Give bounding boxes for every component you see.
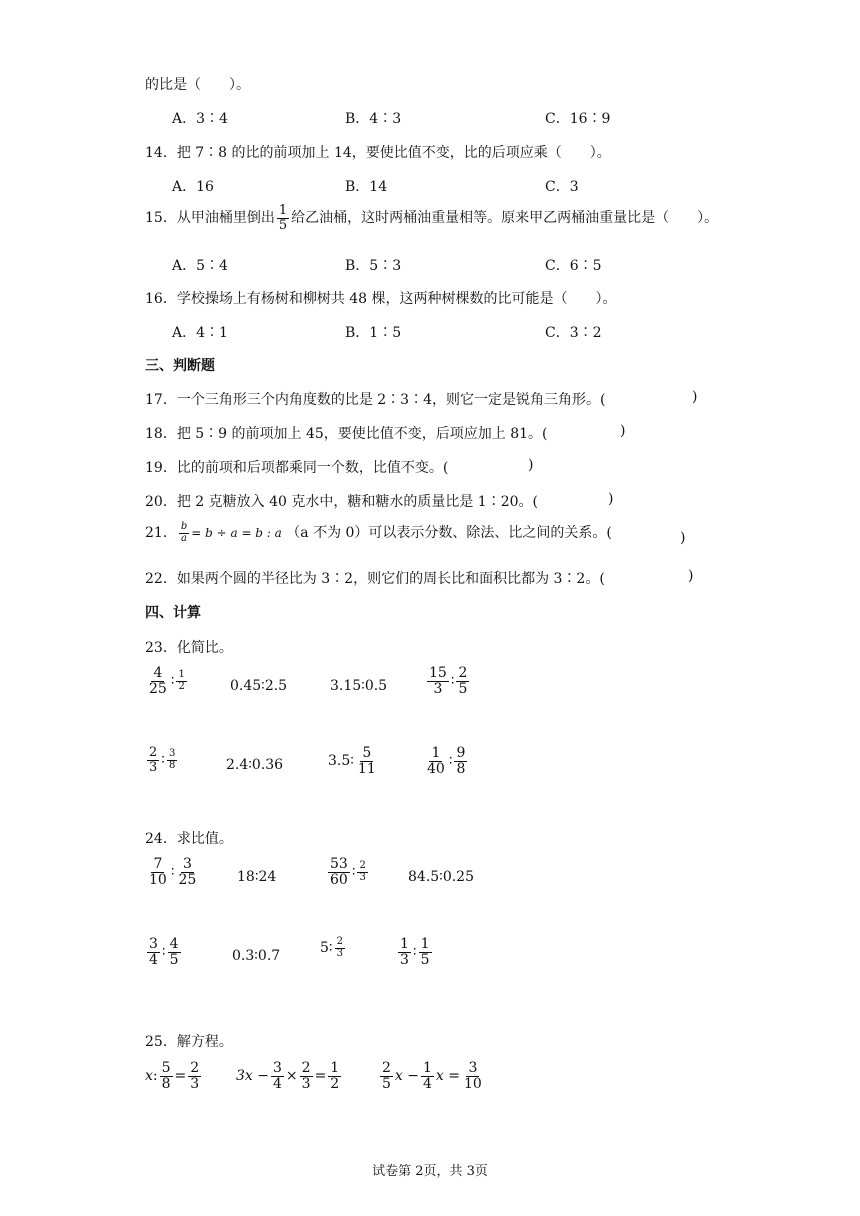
q24-item-2: 18∶24 xyxy=(237,869,277,885)
q19-text: 19．比的前项和后项都乘同一个数，比值不变。( xyxy=(145,460,449,476)
q25-equation-2: 3x − $\frac{3}{4}$ × $\frac{2}{3}$ = $\frac{1}{2}$ xyxy=(236,1060,340,1092)
q20-text: 20．把 2 克糖放入 40 克水中，糖和糖水的质量比是 1∶20。( xyxy=(145,494,538,510)
q24-item-1: $\frac{7}{10}$ ∶ $\frac{3}{25}$ xyxy=(149,856,197,888)
q17-close: ) xyxy=(692,389,698,405)
q16-text: 16．学校操场上有杨树和柳树共 48 棵，这两种树棵数的比可能是（ ）。 xyxy=(145,291,617,307)
q23-item-5: $\frac{2}{3}$ ∶ $\frac{3}{8}$ xyxy=(149,745,176,775)
q17-text: 17．一个三角形三个内角度数的比是 2∶3∶4，则它一定是锐角三角形。( xyxy=(145,392,606,408)
q16-option-b: B．1∶5 xyxy=(345,325,402,341)
page-footer: 试卷第 2页，共 3页 xyxy=(372,1164,488,1179)
q24-title: 24．求比值。 xyxy=(145,831,233,847)
q16-option-c: C．3∶2 xyxy=(545,325,602,341)
q15-fraction: $\frac{1}{5}$ xyxy=(278,203,288,233)
q15-option-c: C．6∶5 xyxy=(545,258,602,274)
q19-close: ) xyxy=(528,457,534,473)
q21-number: 21． xyxy=(145,525,177,541)
q18-close: ) xyxy=(620,423,626,439)
q23-item-6: 2.4∶0.36 xyxy=(226,757,284,773)
q23-item-3: 3.15∶0.5 xyxy=(330,678,388,694)
q21-body: （a 不为 0）可以表示分数、除法、比之间的关系。( xyxy=(286,525,612,541)
section-judge-heading: 三、判断题 xyxy=(145,358,215,374)
q24-item-3: $\frac{53}{60}$ ∶ $\frac{2}{3}$ xyxy=(330,856,366,888)
q25-title: 25．解方程。 xyxy=(145,1034,233,1050)
q24-item-8: $\frac{1}{3}$ ∶ $\frac{1}{5}$ xyxy=(400,936,430,968)
q24-item-5: $\frac{3}{4}$ ∶ $\frac{4}{5}$ xyxy=(149,936,179,968)
q21-fraction: $\frac{b}{a}$ xyxy=(180,521,188,544)
q23-item-2: 0.45∶2.5 xyxy=(230,678,288,694)
q23-item-7: 3.5∶ $\frac{5}{11}$ xyxy=(328,745,376,777)
q22-text: 22．如果两个圆的半径比为 3∶2，则它们的周长比和面积比都为 3∶2。( xyxy=(145,571,605,587)
q21-close: ) xyxy=(680,530,686,546)
q13-option-c: C．16∶9 xyxy=(545,111,611,127)
q13-tail: 的比是（ ）。 xyxy=(145,77,250,93)
q23-item-4: $\frac{15}{3}$ ∶ $\frac{2}{5}$ xyxy=(429,665,468,697)
q23-item-1: $\frac{4}{25}$ ∶ $\frac{1}{2}$ xyxy=(149,665,185,697)
q25-equation-1: x: $\frac{5}{8}$ = $\frac{2}{3}$ xyxy=(145,1060,200,1092)
q15-text xyxy=(145,204,718,232)
q14-option-b: B．14 xyxy=(345,179,388,195)
q21-expression: = b ÷ a = b : a xyxy=(191,526,282,540)
q13-option-b: B．4∶3 xyxy=(345,111,402,127)
q14-option-a: A．16 xyxy=(172,179,214,195)
q18-text: 18．把 5∶9 的前项加上 45，要使比值不变，后项应加上 81。( xyxy=(145,426,548,442)
q22-close: ) xyxy=(688,568,694,584)
q24-item-7: 5∶ $\frac{2}{3}$ xyxy=(320,936,343,959)
q15-option-b: B．5∶3 xyxy=(345,258,402,274)
q16-option-a: A．4∶1 xyxy=(172,325,228,341)
q13-option-a: A．3∶4 xyxy=(172,111,228,127)
q15-post: 给乙油桶，这时两桶油重量相等。原来甲乙两桶油重量比是（ ）。 xyxy=(291,210,719,227)
q24-item-6: 0.3∶0.7 xyxy=(232,948,281,964)
q23-item-8: $\frac{1}{40}$ ∶ $\frac{9}{8}$ xyxy=(427,745,466,777)
q21-text xyxy=(145,522,612,544)
q24-item-4: 84.5∶0.25 xyxy=(408,869,474,885)
q14-text: 14．把 7∶8 的比的前项加上 14，要使比值不变，比的后项应乘（ ）。 xyxy=(145,145,611,161)
q14-option-c: C．3 xyxy=(545,179,579,195)
section-calc-heading: 四、计算 xyxy=(145,605,201,621)
q20-close: ) xyxy=(608,491,614,507)
q25-equation-3: $\frac{2}{5}$ x − $\frac{1}{4}$ x = $\frac{3}{10}$ xyxy=(382,1060,482,1092)
q23-title: 23．化简比。 xyxy=(145,640,233,656)
q15-option-a: A．5∶4 xyxy=(172,258,228,274)
q15-pre: 15．从甲油桶里倒出 xyxy=(145,210,275,227)
